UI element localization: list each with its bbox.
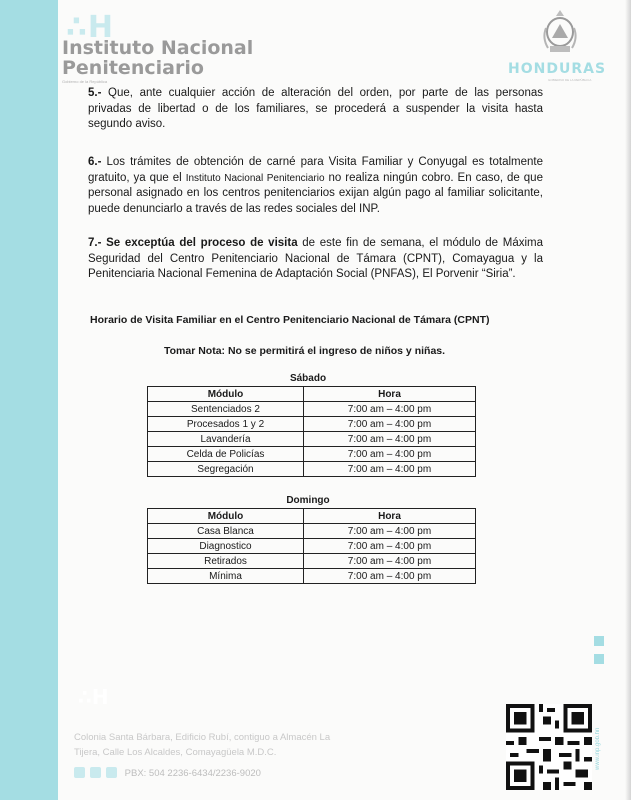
table-header-row — [148, 509, 476, 524]
hour-cell: 7:00 am – 4:00 pm — [304, 524, 476, 539]
col-module: Módulo — [148, 387, 304, 402]
hour-cell: 7:00 am – 4:00 pm — [304, 432, 476, 447]
table-row — [148, 554, 476, 569]
org-name-line2: Penitenciario — [62, 57, 204, 79]
website-vertical: www.inp.gob.hn — [595, 727, 601, 770]
footer-contact — [74, 767, 261, 779]
address-line-1: Colonia Santa Bárbara, Edificio Rubí, contiguo a Almacén La — [74, 732, 331, 743]
table-header-row — [148, 387, 476, 402]
org-name-line1: Instituto Nacional — [62, 37, 254, 59]
sunday-table — [147, 508, 476, 584]
item-7 — [88, 236, 543, 283]
module-cell: Procesados 1 y 2 — [148, 417, 304, 432]
table-row — [148, 524, 476, 539]
item-5 — [88, 86, 543, 133]
item-6-text-b: no realiza ningún cobro. En caso, de que personal asignado en los centros penitenciarios exijan algún pago al familiar solicitante, puede denunciarlo a través de las redes sociales del INP. — [88, 171, 543, 215]
facebook-icon[interactable] — [74, 767, 85, 778]
sunday-title: Domingo — [286, 495, 330, 506]
schedule-heading: Horario de Visita Familiar en el Centro Penitenciario Nacional de Támara (CPNT) — [90, 314, 490, 326]
hour-cell: 7:00 am – 4:00 pm — [304, 447, 476, 462]
table-row — [148, 569, 476, 584]
item-5-text: Que, ante cualquier acción de alteración del orden, por parte de las personas privadas de libertad o de los familiares, se procederá a suspender la visita hasta segundo aviso. — [88, 87, 543, 130]
col-hour: Hora — [304, 509, 476, 524]
module-cell: Casa Blanca — [148, 524, 304, 539]
hour-cell: 7:00 am – 4:00 pm — [304, 554, 476, 569]
hour-cell: 7:00 am – 4:00 pm — [304, 539, 476, 554]
item-7-text: de este fin de semana, el módulo de Máxima Seguridad del Centro Penitenciario Nacional de Támara (CPNT), Comayagua y la Penitenciaria Nacional Femenina de Adaptación Social (PNFAS), El Porvenir “Siria”. — [88, 237, 544, 280]
square-shape — [594, 636, 604, 646]
hour-cell: 7:00 am – 4:00 pm — [304, 417, 476, 432]
instagram-icon[interactable] — [90, 767, 101, 778]
footer-logo-mark: ∴H — [78, 685, 109, 709]
item-6-number: 6.- — [88, 156, 102, 168]
module-cell: Mínima — [148, 569, 304, 584]
table-row — [148, 447, 476, 462]
module-cell: Lavandería — [148, 432, 304, 447]
module-cell: Sentenciados 2 — [148, 402, 304, 417]
item-6-org-name: Instituto Nacional Penitenciario — [185, 172, 325, 184]
item-5-number: 5.- — [88, 87, 102, 99]
item-6-text-a: Los trámites de obtención de carné para Visita Familiar y Conyugal es totalmente gratuito, ya que el — [88, 156, 543, 184]
saturday-title: Sábado — [289, 373, 327, 384]
page-edge-shadow — [625, 0, 631, 800]
address-line-2: Tijera, Calle Los Alcaldes, Comayagüela M.D.C. — [74, 747, 277, 758]
table-row — [148, 432, 476, 447]
table-row — [148, 402, 476, 417]
item-6 — [88, 155, 543, 217]
twitter-icon[interactable] — [106, 767, 117, 778]
item-7-bold: 7.- Se exceptúa del proceso de visita — [88, 237, 298, 249]
module-cell: Retirados — [148, 554, 304, 569]
org-subtitle: Gobierno de la República — [62, 79, 108, 84]
module-cell: Celda de Policías — [148, 447, 304, 462]
module-cell: Diagnostico — [148, 539, 304, 554]
footer-address — [74, 730, 414, 760]
qr-code-icon[interactable] — [506, 704, 592, 790]
col-hour: Hora — [304, 387, 476, 402]
inp-logo-mark: ∴H — [66, 10, 114, 45]
table-row — [148, 462, 476, 477]
country-subtitle: GOBIERNO DE LA REPÚBLICA — [548, 78, 592, 82]
square-shape — [594, 654, 604, 664]
hour-cell: 7:00 am – 4:00 pm — [304, 569, 476, 584]
table-row — [148, 417, 476, 432]
saturday-table — [147, 386, 476, 477]
left-accent-strip — [0, 0, 58, 800]
col-module: Módulo — [148, 509, 304, 524]
hour-cell: 7:00 am – 4:00 pm — [304, 462, 476, 477]
table-row — [148, 539, 476, 554]
honduras-seal-icon — [540, 8, 580, 58]
module-cell: Segregación — [148, 462, 304, 477]
country-name: HONDURAS — [508, 61, 607, 77]
org-name — [62, 38, 253, 78]
hour-cell: 7:00 am – 4:00 pm — [304, 402, 476, 417]
schedule-note: Tomar Nota: No se permitirá el ingreso de niños y niñas. — [164, 345, 446, 357]
phone-number: PBX: 504 2236-6434/2236-9020 — [124, 768, 261, 779]
